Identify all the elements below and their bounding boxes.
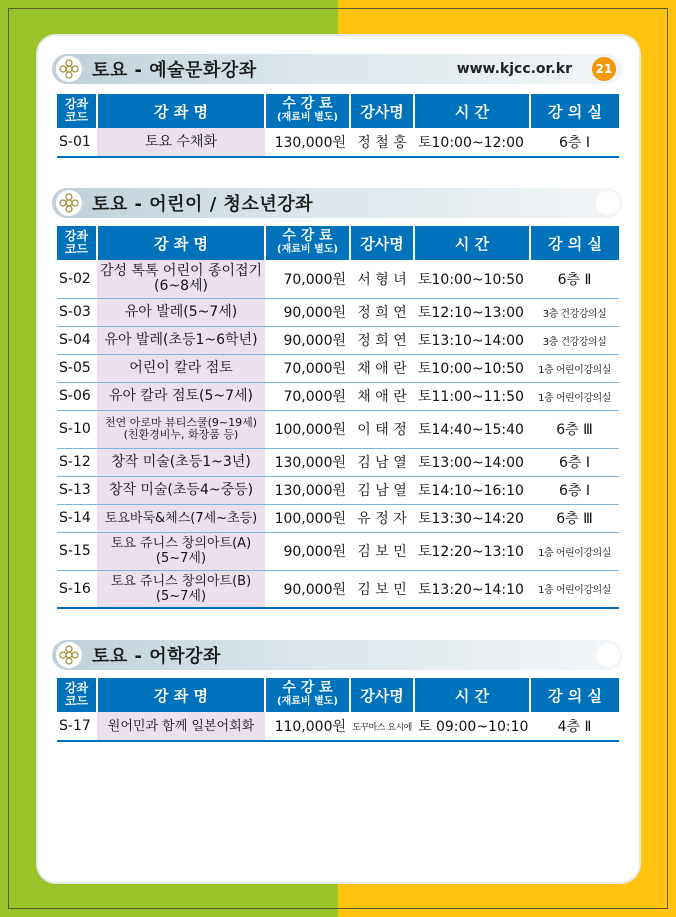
- course-name: 어린이 칼라 점토: [97, 354, 265, 382]
- table-header-row: [57, 226, 619, 260]
- col-room: 강 의 실: [530, 678, 619, 712]
- course-fee: 70,000원: [265, 354, 350, 382]
- table-row: [57, 326, 619, 354]
- course-code: S-05: [57, 354, 97, 382]
- col-code: 강좌 코드: [57, 678, 97, 712]
- course-fee: 130,000원: [265, 448, 350, 476]
- course-fee: 90,000원: [265, 326, 350, 354]
- course-time: 토13:00~14:00: [414, 448, 530, 476]
- course-code: S-01: [57, 128, 97, 157]
- course-room: 1층 어린이강의실: [530, 354, 619, 382]
- course-time: 토13:10~14:00: [414, 326, 530, 354]
- course-code: S-14: [57, 504, 97, 532]
- course-name: 천연 아로마 뷰티스쿨(9~19세) (친환경비누, 화장품 등): [97, 410, 265, 448]
- decorative-dot: [596, 643, 620, 667]
- course-code: S-12: [57, 448, 97, 476]
- table-row: [57, 532, 619, 570]
- course-room: 6층 Ⅰ: [530, 128, 619, 157]
- course-name: 감성 톡톡 어린이 종이접기 (6~8세): [97, 260, 265, 298]
- course-fee: 110,000원: [265, 712, 350, 741]
- course-code: S-03: [57, 298, 97, 326]
- course-code: S-02: [57, 260, 97, 298]
- course-fee: 130,000원: [265, 476, 350, 504]
- section-title: 토요 - 어린이 / 청소년강좌: [92, 194, 313, 215]
- course-time: 토14:10~16:10: [414, 476, 530, 504]
- course-time: 토12:10~13:00: [414, 298, 530, 326]
- col-code: 강좌 코드: [57, 94, 97, 128]
- col-fee: 수 강 료 (재료비 별도): [265, 226, 350, 260]
- course-instructor: 정 희 연: [350, 326, 414, 354]
- course-name: 원어민과 함께 일본어회화: [97, 712, 265, 741]
- table-row: [57, 476, 619, 504]
- col-time: 시 간: [414, 226, 530, 260]
- course-time: 토11:00~11:50: [414, 382, 530, 410]
- site-url[interactable]: www.kjcc.or.kr: [456, 61, 572, 77]
- flower-icon: [56, 642, 82, 668]
- course-name: 유아 발레(5~7세): [97, 298, 265, 326]
- table-header-row: [57, 94, 619, 128]
- col-name: 강 좌 명: [97, 226, 265, 260]
- decorative-dot: [596, 191, 620, 215]
- course-code: S-17: [57, 712, 97, 741]
- course-table-kids: [57, 226, 619, 609]
- course-code: S-15: [57, 532, 97, 570]
- course-instructor: 김 남 열: [350, 476, 414, 504]
- course-instructor: 정 희 연: [350, 298, 414, 326]
- course-fee: 130,000원: [265, 128, 350, 157]
- section-header-art: [52, 54, 622, 84]
- course-instructor: 유 정 자: [350, 504, 414, 532]
- course-room: 1층 어린이강의실: [530, 382, 619, 410]
- course-room: 3층 건강강의실: [530, 298, 619, 326]
- course-instructor: 이 태 정: [350, 410, 414, 448]
- course-instructor: 김 보 민: [350, 570, 414, 608]
- course-fee: 90,000원: [265, 532, 350, 570]
- table-row: [57, 382, 619, 410]
- course-instructor: 서 형 녀: [350, 260, 414, 298]
- col-code: 강좌 코드: [57, 226, 97, 260]
- section-title: 토요 - 예술문화강좌: [92, 60, 257, 81]
- course-time: 토14:40~15:40: [414, 410, 530, 448]
- col-time: 시 간: [414, 678, 530, 712]
- course-instructor: 채 애 란: [350, 382, 414, 410]
- course-room: 6층 Ⅰ: [530, 476, 619, 504]
- course-time: 토 09:00~10:10: [414, 712, 530, 741]
- course-fee: 100,000원: [265, 410, 350, 448]
- table-row: [57, 354, 619, 382]
- course-time: 토13:20~14:10: [414, 570, 530, 608]
- table-row: [57, 410, 619, 448]
- course-room: 6층 Ⅱ: [530, 260, 619, 298]
- table-header-row: [57, 678, 619, 712]
- page-number-badge: 21: [592, 57, 616, 81]
- section-title: 토요 - 어학강좌: [92, 646, 221, 667]
- course-table-art: [57, 94, 619, 158]
- course-name: 토요바둑&체스(7세~초등): [97, 504, 265, 532]
- course-name: 창작 미술(초등4~중등): [97, 476, 265, 504]
- table-row: [57, 712, 619, 741]
- course-name: 토요 쥬니스 창의아트(A) (5~7세): [97, 532, 265, 570]
- course-code: S-06: [57, 382, 97, 410]
- course-instructor: 채 애 란: [350, 354, 414, 382]
- course-fee: 100,000원: [265, 504, 350, 532]
- course-fee: 70,000원: [265, 382, 350, 410]
- course-name: 유아 칼라 점토(5~7세): [97, 382, 265, 410]
- col-name: 강 좌 명: [97, 678, 265, 712]
- course-name: 유아 발레(초등1~6학년): [97, 326, 265, 354]
- course-time: 토13:30~14:20: [414, 504, 530, 532]
- course-room: 1층 어린이강의실: [530, 570, 619, 608]
- course-code: S-04: [57, 326, 97, 354]
- table-row: [57, 504, 619, 532]
- course-fee: 70,000원: [265, 260, 350, 298]
- table-row: [57, 128, 619, 157]
- flower-icon: [56, 56, 82, 82]
- course-room: 3층 건강강의실: [530, 326, 619, 354]
- course-time: 토10:00~10:50: [414, 260, 530, 298]
- col-name: 강 좌 명: [97, 94, 265, 128]
- course-instructor: 김 남 열: [350, 448, 414, 476]
- col-instructor: 강사명: [350, 94, 414, 128]
- col-instructor: 강사명: [350, 678, 414, 712]
- course-fee: 90,000원: [265, 570, 350, 608]
- col-room: 강 의 실: [530, 94, 619, 128]
- course-time: 토12:20~13:10: [414, 532, 530, 570]
- col-instructor: 강사명: [350, 226, 414, 260]
- course-instructor: 도꾸마스 요시에: [350, 712, 414, 741]
- course-name: 토요 수채화: [97, 128, 265, 157]
- course-fee: 90,000원: [265, 298, 350, 326]
- course-name: 창작 미술(초등1~3년): [97, 448, 265, 476]
- table-row: [57, 570, 619, 608]
- col-room: 강 의 실: [530, 226, 619, 260]
- table-row: [57, 298, 619, 326]
- course-time: 토10:00~10:50: [414, 354, 530, 382]
- course-code: S-13: [57, 476, 97, 504]
- section-header-kids: [52, 188, 622, 218]
- course-room: 6층 Ⅲ: [530, 410, 619, 448]
- col-fee: 수 강 료 (재료비 별도): [265, 678, 350, 712]
- course-instructor: 정 철 홍: [350, 128, 414, 157]
- table-row: [57, 448, 619, 476]
- course-room: 1층 어린이강의실: [530, 532, 619, 570]
- course-name: 토요 쥬니스 창의아트(B) (5~7세): [97, 570, 265, 608]
- flower-icon: [56, 190, 82, 216]
- course-code: S-16: [57, 570, 97, 608]
- col-time: 시 간: [414, 94, 530, 128]
- course-room: 4층 Ⅱ: [530, 712, 619, 741]
- col-fee: 수 강 료 (재료비 별도): [265, 94, 350, 128]
- course-room: 6층 Ⅲ: [530, 504, 619, 532]
- table-row: [57, 260, 619, 298]
- course-table-language: [57, 678, 619, 742]
- course-instructor: 김 보 민: [350, 532, 414, 570]
- course-code: S-10: [57, 410, 97, 448]
- section-header-language: [52, 640, 622, 670]
- course-time: 토10:00~12:00: [414, 128, 530, 157]
- course-room: 6층 Ⅰ: [530, 448, 619, 476]
